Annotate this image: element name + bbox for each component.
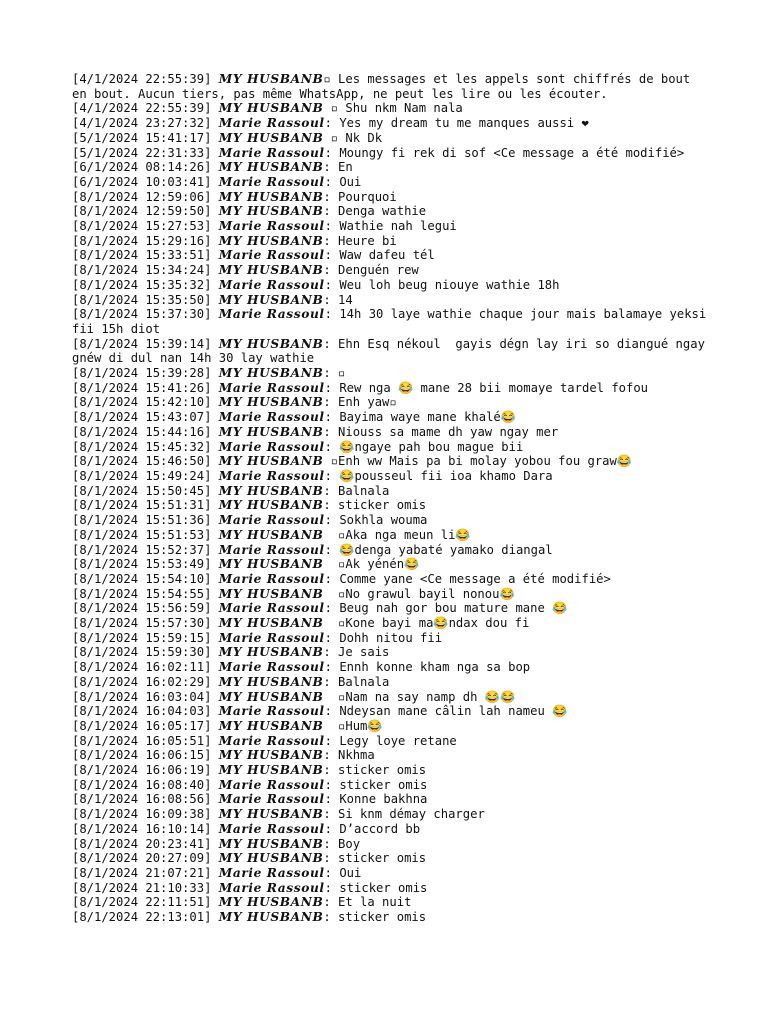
chat-message: [72, 616, 708, 631]
chat-message: [72, 837, 708, 852]
message-text: Rew nga 😂 mane 28 bii momaye tardel fofou: [339, 380, 649, 395]
message-separator: ▫: [323, 130, 346, 145]
chat-message: [72, 101, 708, 116]
message-timestamp: [8/1/2024 16:06:15]: [72, 748, 212, 763]
message-text: Konne bakhna: [339, 792, 428, 807]
message-separator: :: [323, 763, 339, 778]
message-separator: :: [323, 748, 339, 763]
message-timestamp: [8/1/2024 15:51:31]: [72, 498, 212, 513]
message-sender: MY HUSBANB: [218, 263, 324, 278]
message-timestamp: [8/1/2024 15:43:07]: [72, 410, 212, 425]
chat-message: [72, 263, 708, 278]
message-separator: :: [323, 910, 339, 925]
message-sender: MY HUSBANB: [218, 336, 324, 351]
message-text: Niouss sa mame dh yaw ngay mer: [338, 424, 559, 439]
chat-message: [72, 395, 708, 410]
message-separator: :: [324, 865, 340, 880]
message-text: 14h 30 laye wathie chaque jour mais balamaye yeksi fii 15h diot: [72, 307, 714, 336]
message-separator: :: [324, 733, 340, 748]
message-sender: Marie Rassoul: [218, 542, 325, 557]
message-text: Et la nuit: [338, 895, 412, 910]
message-timestamp: [8/1/2024 15:49:24]: [72, 468, 212, 483]
chat-message: [72, 336, 713, 366]
message-timestamp: [8/1/2024 15:29:16]: [72, 233, 212, 248]
message-separator: ▫: [323, 586, 346, 601]
message-separator: :: [323, 366, 339, 381]
chat-message: [72, 160, 708, 175]
message-sender: MY HUSBANB: [218, 836, 324, 851]
message-separator: :: [324, 660, 340, 675]
message-text: sticker omis: [338, 498, 427, 513]
chat-message: [72, 425, 708, 440]
message-sender: Marie Rassoul: [218, 821, 325, 836]
message-sender: Marie Rassoul: [218, 792, 325, 807]
chat-message: [72, 895, 708, 910]
message-text: Shu nkm Nam nala: [345, 101, 463, 116]
message-text: Nam na say namp dh 😂😂: [345, 689, 516, 704]
message-sender: MY HUSBANB: [218, 807, 324, 822]
message-text: sticker omis: [338, 763, 427, 778]
message-text: Wathie nah legui: [339, 219, 457, 234]
chat-message: [72, 822, 708, 837]
message-sender: MY HUSBANB: [218, 674, 324, 689]
message-text: Denga wathie: [338, 204, 427, 219]
message-text: sticker omis: [338, 910, 427, 925]
message-text: Ehn Esq nékoul gayis dégn lay iri so diangué ngay gnéw di dul nan 14h 30 lay wathie: [72, 336, 713, 366]
message-sender: MY HUSBANB: [218, 645, 324, 660]
message-timestamp: [8/1/2024 15:41:26]: [72, 380, 212, 395]
message-timestamp: [8/1/2024 16:08:56]: [72, 792, 212, 807]
message-text: Hum😂: [345, 718, 383, 733]
message-sender: MY HUSBANB: [218, 498, 324, 513]
message-timestamp: [8/1/2024 16:06:19]: [72, 763, 212, 778]
chat-message: [72, 881, 708, 896]
message-timestamp: [8/1/2024 15:39:28]: [72, 366, 212, 381]
message-timestamp: [8/1/2024 15:35:32]: [72, 277, 212, 292]
chat-message: [72, 587, 708, 602]
message-separator: :: [324, 307, 340, 322]
message-separator: :: [324, 145, 340, 160]
message-separator: :: [323, 292, 339, 307]
chat-message: [72, 513, 708, 528]
message-timestamp: [8/1/2024 15:34:24]: [72, 263, 212, 278]
message-separator: :: [323, 483, 339, 498]
chat-message: [72, 469, 708, 484]
message-timestamp: [8/1/2024 15:59:15]: [72, 630, 212, 645]
message-separator: ▫: [323, 689, 346, 704]
message-text: Legy loye retane: [339, 733, 457, 748]
message-timestamp: [6/1/2024 08:14:26]: [72, 160, 212, 175]
message-timestamp: [5/1/2024 22:31:33]: [72, 145, 212, 160]
message-sender: MY HUSBANB: [218, 366, 324, 381]
message-separator: :: [323, 336, 339, 351]
message-text: Ennh konne kham nga sa bop: [339, 660, 531, 675]
message-separator: :: [323, 233, 339, 248]
chat-message: [72, 734, 708, 749]
message-sender: Marie Rassoul: [218, 865, 325, 880]
message-text: Nk Dk: [345, 130, 383, 145]
message-sender: MY HUSBANB: [218, 895, 324, 910]
message-separator: :: [323, 498, 339, 513]
message-separator: :: [324, 468, 340, 483]
message-separator: :: [323, 160, 339, 175]
chat-message: [72, 631, 708, 646]
message-text: Denguén rew: [338, 263, 419, 278]
message-sender: Marie Rassoul: [218, 630, 325, 645]
chat-message: [72, 719, 708, 734]
message-separator: :: [324, 880, 340, 895]
message-timestamp: [8/1/2024 15:57:30]: [72, 616, 212, 631]
message-sender: MY HUSBANB: [218, 72, 324, 86]
chat-message: [72, 572, 708, 587]
message-timestamp: [8/1/2024 15:27:53]: [72, 219, 212, 234]
message-timestamp: [8/1/2024 15:39:14]: [72, 336, 212, 351]
message-text: Weu loh beug niouye wathie 18h: [339, 277, 560, 292]
message-timestamp: [8/1/2024 15:33:51]: [72, 248, 212, 263]
message-sender: MY HUSBANB: [218, 483, 324, 498]
chat-message: [72, 234, 708, 249]
message-text: Balnala: [338, 674, 390, 689]
message-text: sticker omis: [338, 851, 427, 866]
message-timestamp: [8/1/2024 12:59:06]: [72, 189, 212, 204]
message-sender: MY HUSBANB: [218, 851, 324, 866]
chat-message: [72, 910, 708, 925]
message-timestamp: [8/1/2024 21:10:33]: [72, 880, 212, 895]
message-sender: Marie Rassoul: [218, 468, 325, 483]
chat-message: [72, 557, 708, 572]
message-separator: :: [324, 792, 340, 807]
chat-message: [72, 792, 708, 807]
message-sender: MY HUSBANB: [218, 424, 324, 439]
message-text: Pourquoi: [338, 189, 397, 204]
message-separator: :: [323, 189, 339, 204]
message-separator: :: [323, 674, 339, 689]
message-sender: Marie Rassoul: [218, 571, 325, 586]
message-timestamp: [8/1/2024 15:46:50]: [72, 454, 212, 469]
message-sender: MY HUSBANB: [218, 454, 324, 469]
message-text: Oui: [339, 865, 362, 880]
message-timestamp: [8/1/2024 16:02:11]: [72, 660, 212, 675]
message-timestamp: [8/1/2024 15:56:59]: [72, 601, 212, 616]
message-separator: :: [324, 542, 340, 557]
message-text: D’accord bb: [339, 821, 421, 836]
message-timestamp: [8/1/2024 15:53:49]: [72, 557, 212, 572]
message-timestamp: [8/1/2024 15:45:32]: [72, 439, 212, 454]
chat-message: [72, 381, 708, 396]
chat-message: [72, 219, 708, 234]
chat-message: [72, 293, 708, 308]
message-sender: MY HUSBANB: [218, 204, 324, 219]
message-separator: :: [323, 836, 339, 851]
message-sender: Marie Rassoul: [218, 307, 325, 322]
message-separator: :: [324, 277, 340, 292]
message-separator: :: [323, 263, 339, 278]
message-timestamp: [8/1/2024 15:42:10]: [72, 395, 212, 410]
message-sender: MY HUSBANB: [218, 130, 324, 145]
message-sender: MY HUSBANB: [218, 748, 324, 763]
chat-message: [72, 410, 708, 425]
message-sender: MY HUSBANB: [218, 292, 324, 307]
message-sender: MY HUSBANB: [218, 718, 324, 733]
message-timestamp: [8/1/2024 15:51:53]: [72, 527, 212, 542]
message-separator: ▫: [323, 616, 346, 631]
chat-message: [72, 248, 708, 263]
message-sender: Marie Rassoul: [218, 601, 325, 616]
chat-message: [72, 366, 708, 381]
message-timestamp: [4/1/2024 22:55:39]: [72, 101, 212, 116]
chat-message: [72, 866, 708, 881]
message-separator: :: [324, 704, 340, 719]
message-separator: :: [324, 248, 340, 263]
message-separator: :: [324, 777, 340, 792]
message-separator: :: [323, 645, 339, 660]
message-timestamp: [5/1/2024 15:41:17]: [72, 130, 212, 145]
message-text: Je sais: [338, 645, 390, 660]
message-sender: Marie Rassoul: [218, 660, 325, 675]
chat-message: [72, 440, 708, 455]
message-separator: :: [323, 204, 339, 219]
message-timestamp: [8/1/2024 22:13:01]: [72, 910, 212, 925]
message-timestamp: [8/1/2024 16:09:38]: [72, 807, 212, 822]
message-sender: Marie Rassoul: [218, 380, 325, 395]
message-text: sticker omis: [339, 777, 428, 792]
chat-message: [72, 116, 708, 131]
message-sender: Marie Rassoul: [218, 277, 325, 292]
message-sender: Marie Rassoul: [218, 174, 325, 189]
message-timestamp: [8/1/2024 15:54:55]: [72, 586, 212, 601]
message-text: Boy: [338, 836, 361, 851]
message-sender: MY HUSBANB: [218, 189, 324, 204]
message-timestamp: [8/1/2024 22:11:51]: [72, 895, 212, 910]
message-sender: Marie Rassoul: [218, 439, 325, 454]
message-timestamp: [8/1/2024 15:35:50]: [72, 292, 212, 307]
message-text: Balnala: [338, 483, 390, 498]
message-sender: MY HUSBANB: [218, 586, 324, 601]
message-text: Ak yénén😂: [345, 557, 420, 572]
message-separator: :: [324, 821, 340, 836]
message-separator: :: [323, 424, 339, 439]
chat-message: [72, 307, 714, 336]
message-separator: ▫: [323, 454, 339, 469]
message-timestamp: [4/1/2024 23:27:32]: [72, 116, 212, 131]
message-separator: ▫: [323, 718, 346, 733]
message-text: 😂denga yabaté yamako diangal: [339, 542, 553, 557]
message-text: Dohh nitou fii: [339, 630, 443, 645]
message-text: Kone bayi ma😂ndax dou fi: [345, 616, 530, 631]
message-text: Waw dafeu tél: [339, 248, 435, 263]
message-sender: Marie Rassoul: [218, 219, 325, 234]
chat-message: [72, 645, 708, 660]
message-text: sticker omis: [339, 880, 428, 895]
message-separator: :: [323, 395, 339, 410]
message-text: Enh yaw▫: [338, 395, 397, 410]
message-text: Si knm démay charger: [338, 807, 485, 822]
chat-message: [72, 190, 708, 205]
message-separator: :: [323, 807, 339, 822]
message-separator: ▫: [323, 557, 346, 572]
message-sender: MY HUSBANB: [218, 616, 324, 631]
message-text: 😂pousseul fii ioa khamo Dara: [339, 468, 553, 483]
message-sender: MY HUSBANB: [218, 557, 324, 572]
message-timestamp: [8/1/2024 20:23:41]: [72, 836, 212, 851]
message-sender: MY HUSBANB: [218, 395, 324, 410]
message-sender: MY HUSBANB: [218, 233, 324, 248]
message-timestamp: [8/1/2024 16:10:14]: [72, 821, 212, 836]
message-timestamp: [8/1/2024 15:59:30]: [72, 645, 212, 660]
message-timestamp: [4/1/2024 22:55:39]: [72, 72, 212, 86]
chat-message: [72, 72, 708, 101]
chat-message: [72, 528, 708, 543]
message-text: Heure bi: [338, 233, 397, 248]
message-text: Aka nga meun li😂: [345, 527, 471, 542]
message-sender: MY HUSBANB: [218, 527, 324, 542]
message-sender: MY HUSBANB: [218, 160, 324, 175]
chat-message: [72, 807, 708, 822]
message-sender: MY HUSBANB: [218, 763, 324, 778]
message-separator: :: [324, 219, 340, 234]
message-text: 😂ngaye pah bou mague bii: [339, 439, 524, 454]
chat-message: [72, 543, 708, 558]
message-separator: :: [324, 439, 340, 454]
message-sender: Marie Rassoul: [218, 704, 325, 719]
chat-message: [72, 175, 708, 190]
message-sender: MY HUSBANB: [218, 101, 324, 116]
chat-message: [72, 851, 708, 866]
message-timestamp: [8/1/2024 15:44:16]: [72, 424, 212, 439]
message-separator: :: [324, 630, 340, 645]
message-timestamp: [8/1/2024 15:51:36]: [72, 513, 212, 528]
message-text: Moungy fi rek di sof <Ce message a été modifié>: [339, 145, 685, 160]
message-text: Yes my dream tu me manques aussi ❤: [339, 116, 589, 131]
message-timestamp: [8/1/2024 16:08:40]: [72, 777, 212, 792]
message-sender: MY HUSBANB: [218, 689, 324, 704]
message-text: Oui: [339, 174, 362, 189]
message-sender: Marie Rassoul: [218, 777, 325, 792]
chat-message: [72, 454, 708, 469]
chat-message: [72, 778, 708, 793]
message-separator: :: [324, 601, 340, 616]
message-separator: ▫: [323, 72, 339, 86]
message-timestamp: [8/1/2024 12:59:50]: [72, 204, 212, 219]
message-sender: Marie Rassoul: [218, 880, 325, 895]
chat-message: [72, 484, 708, 499]
chat-message: [72, 660, 708, 675]
message-timestamp: [8/1/2024 16:03:04]: [72, 689, 212, 704]
message-timestamp: [8/1/2024 16:02:29]: [72, 674, 212, 689]
message-text: No grawul bayil nonou😂: [345, 586, 515, 601]
message-timestamp: [8/1/2024 15:50:45]: [72, 483, 212, 498]
message-sender: Marie Rassoul: [218, 145, 325, 160]
message-sender: Marie Rassoul: [218, 733, 325, 748]
message-text: Comme yane <Ce message a été modifié>: [339, 571, 611, 586]
message-text: Beug nah gor bou mature mane 😂: [339, 601, 568, 616]
chat-message: [72, 146, 708, 161]
message-sender: Marie Rassoul: [218, 410, 325, 425]
chat-message: [72, 498, 708, 513]
chat-message: [72, 278, 708, 293]
chat-message: [72, 704, 708, 719]
message-text: En: [338, 160, 353, 175]
message-separator: :: [324, 410, 340, 425]
message-timestamp: [6/1/2024 10:03:41]: [72, 174, 212, 189]
message-timestamp: [8/1/2024 15:54:10]: [72, 571, 212, 586]
message-text: Enh ww Mais pa bi molay yobou fou graw😂: [338, 454, 633, 469]
chat-message: [72, 675, 708, 690]
message-timestamp: [8/1/2024 15:37:30]: [72, 307, 212, 322]
message-timestamp: [8/1/2024 20:27:09]: [72, 851, 212, 866]
chat-message: [72, 748, 708, 763]
message-sender: Marie Rassoul: [218, 513, 325, 528]
message-sender: MY HUSBANB: [218, 910, 324, 925]
message-timestamp: [8/1/2024 16:05:51]: [72, 733, 212, 748]
chat-message: [72, 763, 708, 778]
message-separator: :: [324, 380, 340, 395]
message-separator: ▫: [323, 101, 346, 116]
message-separator: ▫: [323, 527, 346, 542]
message-separator: :: [323, 895, 339, 910]
chat-message: [72, 204, 708, 219]
chat-message: [72, 601, 708, 616]
message-text: 14: [338, 292, 353, 307]
message-text: Ndeysan mane câlin lah nameu 😂: [339, 704, 568, 719]
message-separator: :: [324, 116, 340, 131]
message-separator: :: [324, 174, 340, 189]
message-text: Les messages et les appels sont chiffrés de bout en bout. Aucun tiers, pas même WhatsApp, ne peut les lire ou les écouter.: [72, 72, 698, 101]
message-text: Nkhma: [338, 748, 375, 763]
message-timestamp: [8/1/2024 21:07:21]: [72, 865, 212, 880]
message-timestamp: [8/1/2024 16:04:03]: [72, 704, 212, 719]
message-text: ▫: [338, 366, 346, 381]
message-separator: :: [323, 851, 339, 866]
message-timestamp: [8/1/2024 15:52:37]: [72, 542, 212, 557]
message-text: Sokhla wouma: [339, 513, 428, 528]
chat-message: [72, 690, 708, 705]
message-sender: Marie Rassoul: [218, 116, 325, 131]
message-timestamp: [8/1/2024 16:05:17]: [72, 718, 212, 733]
message-separator: :: [324, 571, 340, 586]
message-separator: :: [324, 513, 340, 528]
message-text: Bayima waye mane khalé😂: [339, 410, 516, 425]
chat-message: [72, 131, 708, 146]
message-sender: Marie Rassoul: [218, 248, 325, 263]
chat-log: [72, 72, 714, 925]
